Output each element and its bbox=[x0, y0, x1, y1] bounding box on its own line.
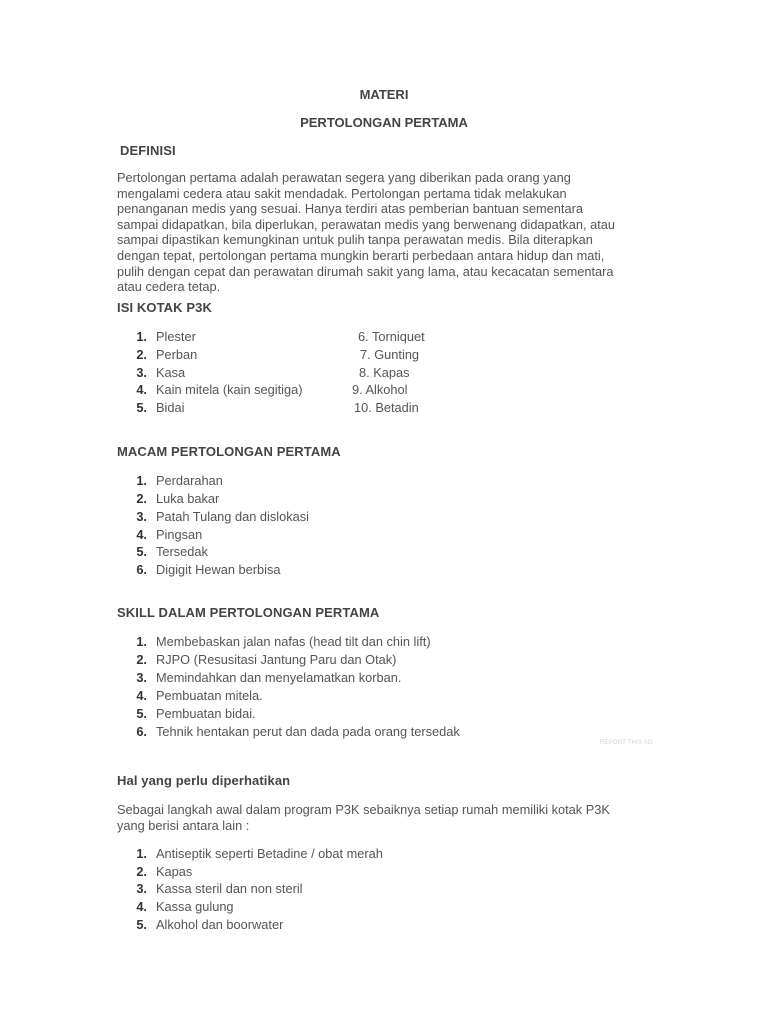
list-item bbox=[0, 526, 768, 544]
hal-intro-line: yang berisi antara lain : bbox=[117, 818, 250, 833]
list-item-text-right: 6. Torniquet bbox=[358, 329, 425, 344]
list-item bbox=[0, 651, 768, 669]
list-item-text: Pingsan bbox=[156, 527, 203, 542]
list-item-text-right: 8. Kapas bbox=[359, 365, 410, 380]
list-item-text-right: 10. Betadin bbox=[354, 400, 419, 415]
list-number: 5. bbox=[136, 400, 147, 415]
list-item bbox=[0, 687, 768, 705]
list-number: 3. bbox=[136, 509, 147, 524]
list-item bbox=[0, 381, 768, 399]
list-item-text: Perdarahan bbox=[156, 473, 223, 488]
list-number: 5. bbox=[136, 917, 147, 932]
list-item bbox=[0, 328, 768, 346]
list-item-text: Luka bakar bbox=[156, 491, 220, 506]
isi-kotak-heading: ISI KOTAK P3K bbox=[117, 300, 212, 315]
list-number: 2. bbox=[136, 491, 147, 506]
list-item-text: Kapas bbox=[156, 864, 193, 879]
definisi-line: penanganan medis yang sesuai. Hanya terdiri atas pemberian bantuan sementara bbox=[117, 201, 583, 217]
list-item bbox=[0, 705, 768, 723]
list-item bbox=[0, 898, 768, 916]
definisi-line: sampai dipastikan kemungkinan untuk pulih tanpa perawatan medis. Bila diterapkan bbox=[117, 232, 593, 248]
hal-intro-line: Sebagai langkah awal dalam program P3K sebaiknya setiap rumah memiliki kotak P3K bbox=[117, 802, 610, 817]
document-subtitle: PERTOLONGAN PERTAMA bbox=[300, 115, 468, 130]
list-item-text: Bidai bbox=[156, 400, 185, 415]
list-number: 1. bbox=[136, 846, 147, 861]
list-number: 6. bbox=[136, 724, 147, 739]
list-item bbox=[0, 508, 768, 526]
list-number: 2. bbox=[136, 347, 147, 362]
hal-heading: Hal yang perlu diperhatikan bbox=[117, 773, 291, 788]
list-item bbox=[0, 863, 768, 881]
list-item-text: Antiseptik seperti Betadine / obat merah bbox=[156, 846, 383, 861]
definisi-line: pulih dengan cepat dan perawatan dirumah sakit yang lama, atau kecacatan sementara bbox=[117, 263, 614, 279]
list-item-text: Tersedak bbox=[156, 544, 208, 559]
list-number: 2. bbox=[136, 652, 147, 667]
list-number: 3. bbox=[136, 881, 147, 896]
list-item-text: Patah Tulang dan dislokasi bbox=[156, 509, 309, 524]
list-item bbox=[0, 346, 768, 364]
list-number: 3. bbox=[136, 670, 147, 685]
list-item-text: Kain mitela (kain segitiga) bbox=[156, 382, 303, 397]
definisi-line: mengalami cedera atau sakit mendadak. Pertolongan pertama tidak melakukan bbox=[117, 185, 567, 201]
list-item-text: Pembuatan bidai. bbox=[156, 706, 256, 721]
list-item bbox=[0, 490, 768, 508]
list-item bbox=[0, 543, 768, 561]
list-item-text: Pembuatan mitela. bbox=[156, 688, 263, 703]
list-number: 1. bbox=[136, 473, 147, 488]
list-number: 4. bbox=[136, 899, 147, 914]
list-number: 2. bbox=[136, 864, 147, 879]
list-item bbox=[0, 633, 768, 651]
list-item-text: Plester bbox=[156, 329, 196, 344]
definisi-heading: DEFINISI bbox=[120, 143, 176, 158]
list-item-text-right: 9. Alkohol bbox=[352, 382, 408, 397]
list-item-text: Digigit Hewan berbisa bbox=[156, 562, 281, 577]
list-item bbox=[0, 364, 768, 382]
list-item bbox=[0, 561, 768, 579]
list-item-text: Alkohol dan boorwater bbox=[156, 917, 284, 932]
list-item bbox=[0, 916, 768, 934]
list-number: 1. bbox=[136, 329, 147, 344]
list-item-text: Tehnik hentakan perut dan dada pada orang tersedak bbox=[156, 724, 460, 739]
list-item-text: Membebaskan jalan nafas (head tilt dan chin lift) bbox=[156, 634, 431, 649]
list-item bbox=[0, 472, 768, 490]
skill-heading: SKILL DALAM PERTOLONGAN PERTAMA bbox=[117, 605, 380, 620]
definisi-line: Pertolongan pertama adalah perawatan segera yang diberikan pada orang yang bbox=[117, 170, 571, 185]
list-item-text: Kassa steril dan non steril bbox=[156, 881, 303, 896]
list-item bbox=[0, 845, 768, 863]
list-number: 4. bbox=[136, 382, 147, 397]
list-item-text: Perban bbox=[156, 347, 198, 362]
list-item-text: Kasa bbox=[156, 365, 186, 380]
list-item-text: Kassa gulung bbox=[156, 899, 234, 914]
list-item-text: RJPO (Resusitasi Jantung Paru dan Otak) bbox=[156, 652, 397, 667]
definisi-line: atau cedera tetap. bbox=[117, 279, 221, 295]
list-item-text: Memindahkan dan menyelamatkan korban. bbox=[156, 670, 402, 685]
list-number: 4. bbox=[136, 527, 147, 542]
list-item bbox=[0, 399, 768, 417]
list-item bbox=[0, 880, 768, 898]
list-item-text-right: 7. Gunting bbox=[360, 347, 420, 362]
list-number: 5. bbox=[136, 544, 147, 559]
definisi-line: sampai didapatkan, bila diperlukan, perawatan medis yang berwenang didapatkan, atau bbox=[117, 216, 615, 232]
list-item bbox=[0, 723, 768, 741]
list-number: 3. bbox=[136, 365, 147, 380]
list-number: 5. bbox=[136, 706, 147, 721]
report-ad-link[interactable]: REPORT THIS AD bbox=[600, 740, 653, 746]
list-number: 6. bbox=[136, 562, 147, 577]
macam-heading: MACAM PERTOLONGAN PERTAMA bbox=[117, 444, 341, 459]
list-number: 4. bbox=[136, 688, 147, 703]
document-title: MATERI bbox=[359, 87, 409, 102]
list-number: 1. bbox=[136, 634, 147, 649]
list-item bbox=[0, 669, 768, 687]
definisi-line: dengan tepat, pertolongan pertama mungkin berarti perbedaan antara hidup dan mati, bbox=[117, 248, 605, 263]
